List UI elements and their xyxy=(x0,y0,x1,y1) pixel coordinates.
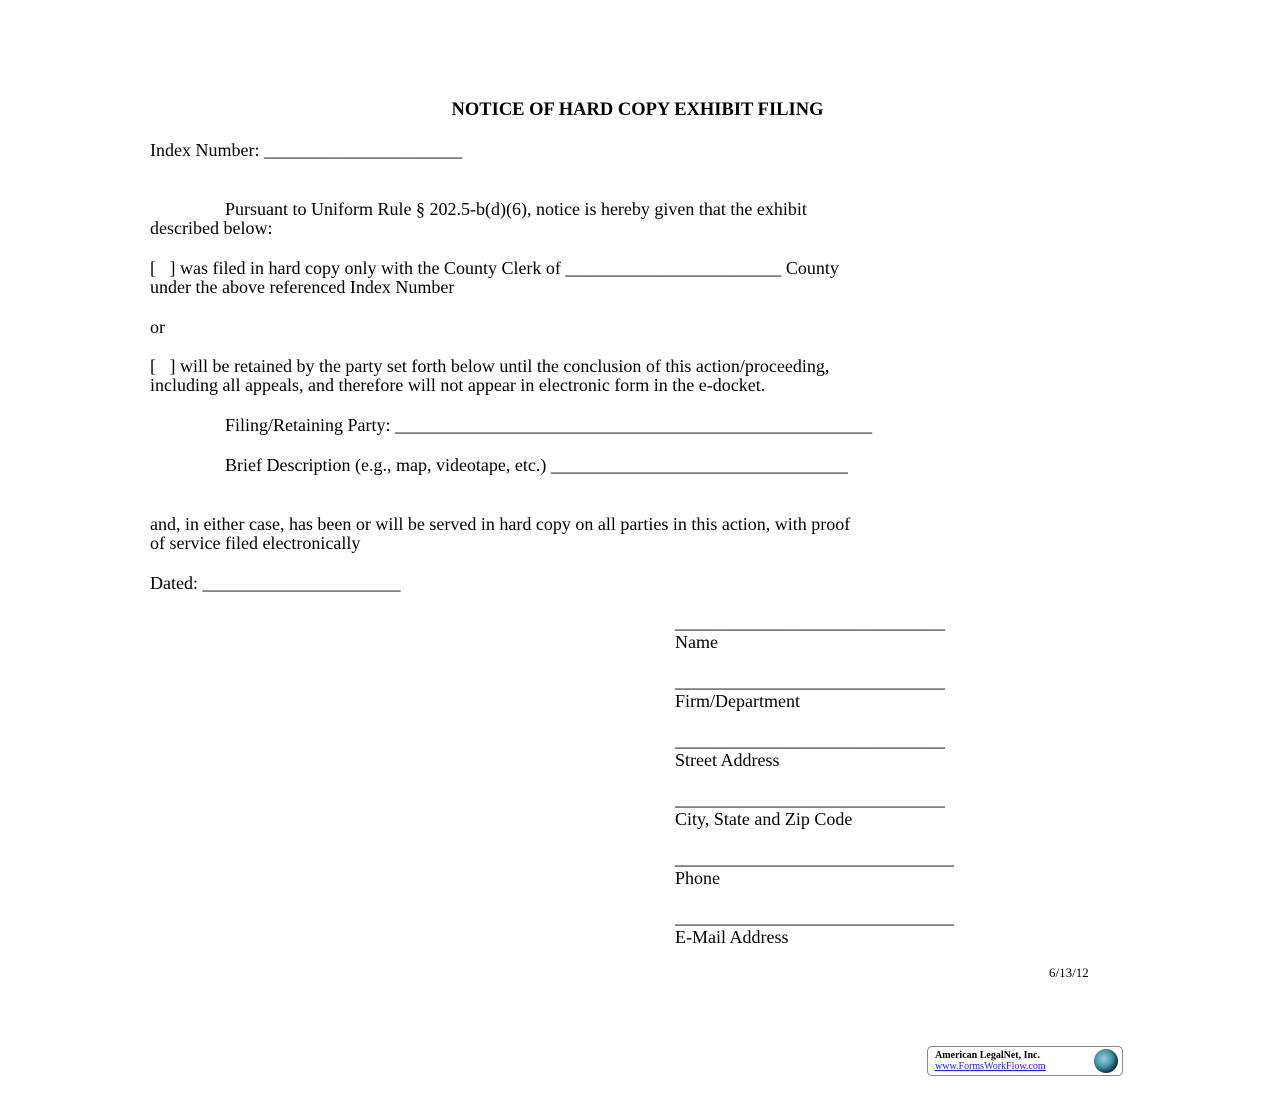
footer-url-link[interactable]: www.FormsWorkFlow.com xyxy=(935,1061,1046,1072)
signature-line-email: _______________________________ xyxy=(675,907,954,927)
pursuant-line-1: Pursuant to Uniform Rule § 202.5-b(d)(6), notice is hereby given that the exhibit xyxy=(225,199,807,219)
filing-party-field: Filing/Retaining Party: _____________________________________________________ xyxy=(225,415,872,435)
footer-logo-badge xyxy=(927,1046,1123,1076)
signature-line-phone: _______________________________ xyxy=(675,848,954,868)
option2-line-2: including all appeals, and therefore will not appear in electronic form in the e-docket. xyxy=(150,375,766,395)
service-line-2: of service filed electronically xyxy=(150,533,361,553)
option1-line-2: under the above referenced Index Number xyxy=(150,277,455,297)
form-date: 6/13/12 xyxy=(1049,965,1089,980)
signature-line-street: ______________________________ xyxy=(675,730,945,750)
globe-icon xyxy=(1094,1049,1118,1073)
signature-label-email: E-Mail Address xyxy=(675,927,789,947)
pursuant-line-2: described below: xyxy=(150,218,273,238)
service-line-1: and, in either case, has been or will be served in hard copy on all parties in this action, with proof xyxy=(150,514,851,534)
index-number-field: Index Number: ______________________ xyxy=(150,140,462,160)
or-text: or xyxy=(150,317,165,337)
signature-label-street: Street Address xyxy=(675,750,780,770)
signature-line-city: ______________________________ xyxy=(675,789,945,809)
option1-line-1: [ ] was filed in hard copy only with the County Clerk of ________________________ County xyxy=(150,258,839,278)
footer-company: American LegalNet, Inc. xyxy=(935,1050,1040,1061)
signature-label-city: City, State and Zip Code xyxy=(675,809,853,829)
brief-description-field: Brief Description (e.g., map, videotape, etc.) _________________________________ xyxy=(225,455,848,475)
signature-line-firm: ______________________________ xyxy=(675,671,945,691)
signature-label-name: Name xyxy=(675,632,718,652)
signature-label-phone: Phone xyxy=(675,868,720,888)
document-title: NOTICE OF HARD COPY EXHIBIT FILING xyxy=(451,100,824,120)
dated-field: Dated: ______________________ xyxy=(150,573,401,593)
signature-label-firm: Firm/Department xyxy=(675,691,800,711)
signature-line-name: ______________________________ xyxy=(675,612,945,632)
option2-line-1: [ ] will be retained by the party set forth below until the conclusion of this action/proceeding, xyxy=(150,356,830,376)
